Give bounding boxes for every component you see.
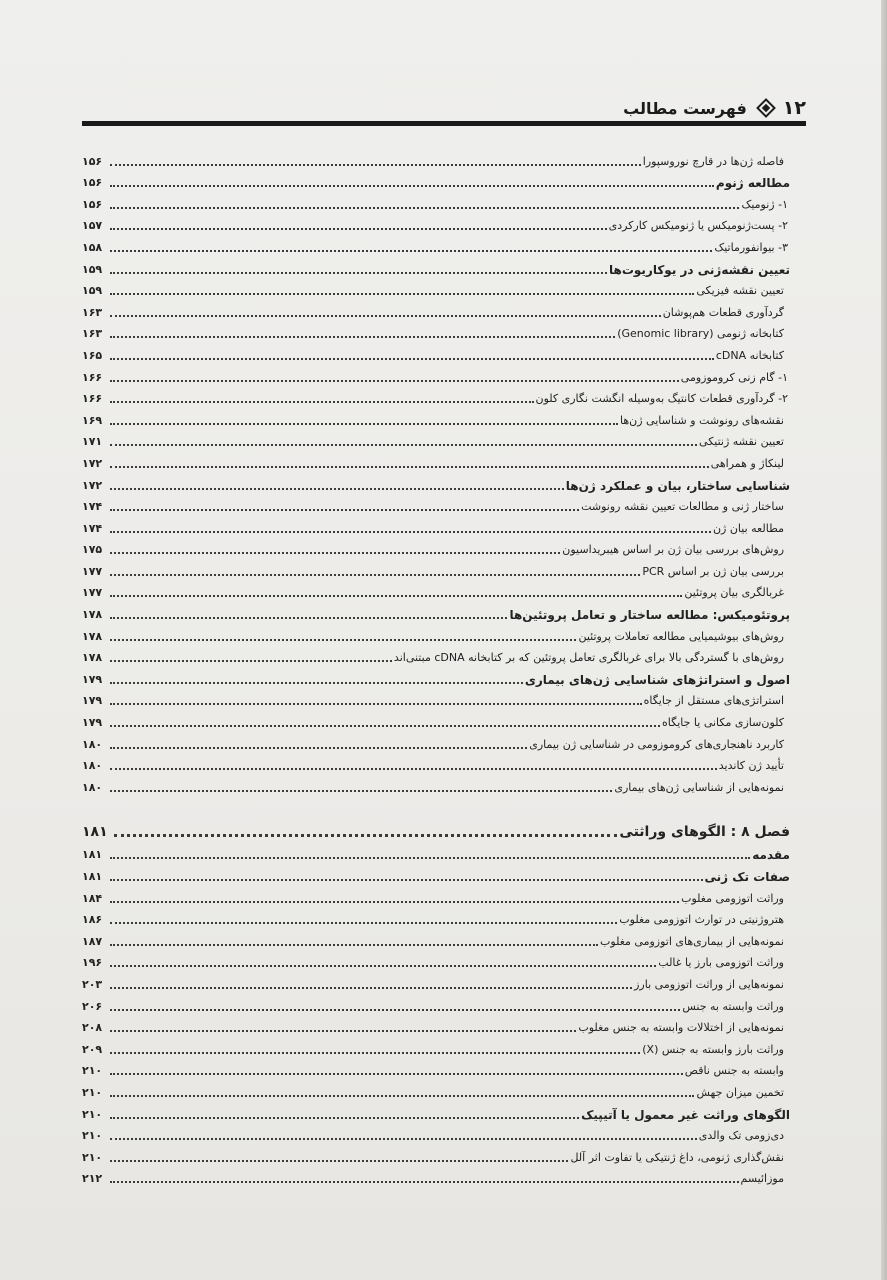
toc-entry — [82, 949, 790, 971]
toc-entry-title: هتروژنیتی در توارث اتوزومی مغلوب — [619, 913, 784, 927]
toc-entry — [82, 708, 790, 730]
toc-entry-title: فصل ۸ : الگوهای وراثتی — [619, 823, 790, 840]
toc-entry — [82, 1014, 790, 1036]
toc-entry-page: ۱۸۰ — [82, 759, 103, 773]
toc-entry — [82, 841, 790, 863]
toc-entry-title: روش‌های بیوشیمیایی مطالعه تعاملات پروتئین — [578, 629, 784, 643]
toc-entry — [82, 298, 790, 320]
dot-leader — [110, 1072, 683, 1075]
dot-leader — [110, 335, 615, 338]
toc-entry-page: ۲۰۹ — [82, 1042, 103, 1056]
toc-entry-page: ۱۷۸ — [82, 629, 103, 643]
toc-entry-title: کتابخانه cDNA — [715, 348, 784, 362]
toc-entry — [82, 730, 790, 752]
dot-leader — [110, 767, 717, 770]
toc-entry-title: نقشه‌های رونوشت و شناسایی ژن‌ها — [619, 413, 784, 427]
dot-leader — [110, 443, 697, 446]
toc-entry-page: ۲۰۳ — [82, 977, 103, 991]
page-edge-shadow — [881, 0, 887, 1280]
toc-entry — [82, 906, 790, 928]
toc-entry-page: ۱۸۷ — [82, 934, 103, 948]
toc-entry-title: وابسته به جنس ناقص — [684, 1064, 784, 1078]
toc-entry-title: ۳- بیوانفورماتیک — [714, 240, 788, 254]
page-header — [80, 96, 806, 120]
dot-leader — [110, 249, 712, 252]
toc-entry-page: ۱۸۱ — [82, 870, 103, 883]
dot-leader — [110, 573, 640, 576]
dot-leader — [110, 508, 579, 511]
toc-entry-page: ۲۱۰ — [82, 1129, 103, 1143]
toc-entry — [82, 1078, 790, 1100]
toc-entry-title: اصول و استراتژهای شناسایی ژن‌های بیماری — [524, 672, 790, 687]
toc-entry-page: ۱۵۶ — [82, 176, 103, 190]
toc-entry-title: کاربرد ناهنجاری‌های کروموزومی در شناسایی ژن بیماری — [529, 737, 784, 751]
toc-entry — [82, 190, 790, 212]
toc-entry-page: ۲۱۲ — [82, 1172, 103, 1186]
dot-leader — [110, 551, 560, 554]
dot-leader — [110, 271, 607, 274]
toc-entry-title: لینکاژ و همراهی — [710, 456, 784, 470]
dot-leader — [110, 921, 617, 924]
toc-entry-page: ۱۸۱ — [82, 823, 108, 840]
toc-entry — [82, 992, 790, 1014]
toc-entry-title: فاصله ژن‌ها در قارچ نوروسپورا — [642, 154, 784, 168]
dot-leader — [110, 465, 709, 468]
toc-entry-title: نمونه‌هایی از وراثت اتوزومی بارز — [634, 977, 784, 991]
toc-entry — [82, 927, 790, 949]
dot-leader — [110, 594, 682, 597]
dot-leader — [110, 357, 714, 360]
toc-entry-page: ۱۸۰ — [82, 780, 103, 794]
dot-leader — [110, 1029, 576, 1032]
toc-entry — [82, 428, 790, 450]
toc-entry-page: ۱۷۲ — [82, 456, 103, 470]
toc-entry — [82, 536, 790, 558]
toc-entry-title: روش‌های بررسی بیان ژن بر اساس هیبریداسیون — [562, 543, 784, 557]
toc-entry-page: ۲۱۰ — [82, 1064, 103, 1078]
toc-entry-page: ۱۷۴ — [82, 521, 103, 535]
toc-entry-title: ساختار ژنی و مطالعات تعیین نقشه رونوشت — [581, 500, 784, 514]
dot-leader — [110, 1094, 694, 1097]
toc-entry-title: گردآوری قطعات هم‌پوشان — [662, 305, 784, 319]
toc-entry-title: تأیید ژن کاندید — [718, 759, 784, 773]
toc-entry — [82, 277, 790, 299]
dot-leader — [110, 163, 641, 166]
toc-entry — [82, 1035, 790, 1057]
toc-entry-page: ۲۱۰ — [82, 1107, 103, 1121]
dot-leader — [110, 530, 711, 533]
dot-leader — [110, 638, 576, 641]
toc-entry-page: ۱۶۶ — [82, 392, 103, 406]
dot-leader — [110, 206, 739, 209]
toc-entry-page: ۱۵۹ — [82, 284, 103, 298]
toc-entry-page: ۱۸۶ — [82, 913, 103, 927]
toc-entry — [82, 622, 790, 644]
dot-leader — [110, 986, 632, 989]
toc-entry-page: ۱۸۴ — [82, 891, 103, 905]
toc-entry-title: الگوهای وراثت غیر معمول یا آتیپیک — [581, 1107, 790, 1122]
toc-entry-page: ۱۶۳ — [82, 305, 103, 319]
toc-entry-title: تعیین نقشه‌ژنی در یوکاریوت‌ها — [609, 262, 790, 277]
dot-leader — [110, 1159, 568, 1162]
dot-leader — [110, 379, 679, 382]
toc-entry — [82, 773, 790, 795]
toc-entry-title: کتابخانه ژنومی (Genomic library) — [617, 327, 784, 341]
dot-leader — [110, 1137, 697, 1140]
toc-entry-title: غربالگری بیان پروتئین — [684, 586, 784, 600]
toc-entry-title: نقش‌گذاری ژنومی، داغ ژنتیکی یا تفاوت اثر آلل — [570, 1150, 784, 1164]
toc-entry-title: کلون‌سازی مکانی یا جایگاه — [662, 716, 784, 730]
dot-leader — [110, 422, 618, 425]
toc-entry — [82, 1143, 790, 1165]
dot-leader — [114, 833, 617, 837]
toc-entry-title: ۱- ژنومیک — [741, 197, 788, 211]
toc-entry — [82, 579, 790, 601]
toc-entry-page: ۱۶۵ — [82, 348, 103, 362]
chapter-entry — [82, 795, 790, 841]
toc-entry-title: تعیین نقشه ژنتیکی — [699, 435, 784, 449]
dot-leader — [110, 1116, 579, 1119]
toc-entry-title: مطالعه ژنوم — [715, 176, 790, 191]
toc-entry — [82, 320, 790, 342]
toc-entry-title: ۲- گردآوری قطعات کانتیگ به‌وسیله انگشت نگاری کلون — [535, 392, 788, 406]
header-rule — [82, 121, 806, 126]
toc-entry-page: ۱۷۷ — [82, 586, 103, 600]
toc-entry — [82, 752, 790, 774]
dot-leader — [110, 746, 527, 749]
toc-entry — [82, 363, 790, 385]
dot-leader — [110, 702, 642, 705]
dot-leader — [110, 789, 612, 792]
toc-entry — [82, 862, 790, 884]
toc-entry — [82, 644, 790, 666]
dot-leader — [110, 314, 661, 317]
toc-entry-title: وراثت اتوزومی مغلوب — [681, 891, 784, 905]
toc-entry — [82, 1057, 790, 1079]
toc-entry-title: ۲- پست‌ژنومیکس یا ژنومیکس کارکردی — [608, 219, 788, 233]
toc-entry — [82, 493, 790, 515]
dot-leader — [110, 487, 564, 490]
toc-entry — [82, 233, 790, 255]
toc-entry-title: وراثت اتوزومی بارز یا غالب — [658, 956, 784, 970]
toc-entry — [82, 406, 790, 428]
toc-entry — [82, 687, 790, 709]
toc-entry-page: ۱۷۲ — [82, 478, 103, 492]
page-title: فهرست مطالب — [623, 98, 747, 118]
toc-entry-page: ۲۰۶ — [82, 999, 103, 1013]
toc-entry-page: ۱۷۸ — [82, 651, 103, 665]
toc-entry-title: موزائیسم — [740, 1172, 784, 1186]
toc-entry-page: ۱۹۶ — [82, 956, 103, 970]
toc-entry-page: ۱۶۶ — [82, 370, 103, 384]
toc-entry-title: نمونه‌هایی از شناسایی ژن‌های بیماری — [614, 780, 784, 794]
toc-entry-page: ۲۱۰ — [82, 1150, 103, 1164]
toc-entry-page: ۱۵۷ — [82, 219, 103, 233]
toc-entry — [82, 970, 790, 992]
toc-entry-title: نمونه‌هایی از اختلالات وابسته به جنس مغلوب — [578, 1021, 784, 1035]
toc-entry — [82, 147, 790, 169]
toc-entry — [82, 600, 790, 622]
toc-entry — [82, 385, 790, 407]
toc-entry-page: ۱۸۰ — [82, 737, 103, 751]
toc-entry-page: ۱۸۱ — [82, 848, 103, 862]
toc-entry-page: ۲۰۸ — [82, 1021, 103, 1035]
toc-entry-title: بررسی بیان ژن بر اساس PCR — [642, 564, 784, 578]
toc-entry — [82, 884, 790, 906]
table-of-contents — [82, 147, 790, 1186]
dot-leader — [110, 227, 607, 230]
toc-entry — [82, 169, 790, 191]
dot-leader — [110, 724, 660, 727]
toc-entry — [82, 255, 790, 277]
dot-leader — [110, 659, 392, 662]
diamond-bullet-icon — [756, 98, 776, 118]
dot-leader — [110, 878, 703, 881]
toc-entry-title: پروتئومیکس: مطالعه ساختار و تعامل پروتئین‌ها — [509, 608, 790, 623]
dot-leader — [110, 681, 523, 684]
toc-entry-title: مطالعه بیان ژن — [712, 521, 784, 535]
toc-entry — [82, 1100, 790, 1122]
dot-leader — [110, 292, 694, 295]
toc-entry — [82, 471, 790, 493]
dot-leader — [110, 1180, 739, 1183]
toc-entry-page: ۱۷۹ — [82, 694, 103, 708]
toc-entry — [82, 514, 790, 536]
toc-entry-page: ۲۱۰ — [82, 1085, 103, 1099]
toc-entry-page: ۱۶۳ — [82, 327, 103, 341]
toc-entry — [82, 557, 790, 579]
toc-entry-title: روش‌های با گستردگی بالا برای غربالگری تعامل پروتئین که بر کتابخانه cDNA مبتنی‌اند — [393, 651, 784, 665]
toc-entry-page: ۱۷۸ — [82, 608, 103, 622]
toc-entry-page: ۱۷۷ — [82, 564, 103, 578]
dot-leader — [110, 964, 656, 967]
toc-entry-page: ۱۷۹ — [82, 716, 103, 730]
toc-entry-title: استراتژی‌های مستقل از جایگاه — [643, 694, 784, 708]
toc-entry-page: ۱۶۹ — [82, 413, 103, 427]
toc-entry — [82, 341, 790, 363]
toc-entry-page: ۱۷۵ — [82, 543, 103, 557]
toc-entry-page: ۱۵۹ — [82, 262, 103, 276]
toc-entry — [82, 449, 790, 471]
toc-entry-page: ۱۵۶ — [82, 154, 103, 168]
dot-leader — [110, 1051, 640, 1054]
toc-entry-page: ۱۷۱ — [82, 435, 103, 449]
toc-entry — [82, 1165, 790, 1187]
dot-leader — [110, 900, 679, 903]
toc-entry-title: وراثت وابسته به جنس — [682, 999, 784, 1013]
toc-entry — [82, 665, 790, 687]
toc-entry-title: تخمین میزان جهش — [696, 1085, 784, 1099]
toc-entry — [82, 1122, 790, 1144]
toc-entry-page: ۱۵۸ — [82, 240, 103, 254]
toc-entry-page: ۱۵۶ — [82, 197, 103, 211]
toc-entry-title: وراثت بارز وابسته به جنس (X) — [642, 1042, 784, 1056]
dot-leader — [110, 943, 598, 946]
dot-leader — [110, 184, 714, 187]
toc-entry-title: ۱- گام زنی کروموزومی — [680, 370, 788, 384]
dot-leader — [110, 400, 534, 403]
toc-entry-page: ۱۷۹ — [82, 672, 103, 686]
toc-entry — [82, 212, 790, 234]
toc-entry-title: مقدمه — [752, 848, 790, 863]
toc-entry-title: تعیین نقشه فیزیکی — [696, 284, 784, 298]
toc-entry-title: دی‌زومی تک والدی — [698, 1129, 784, 1143]
dot-leader — [110, 856, 750, 859]
toc-entry-page: ۱۷۴ — [82, 500, 103, 514]
dot-leader — [110, 1008, 680, 1011]
dot-leader — [110, 616, 507, 619]
toc-entry-title: شناسایی ساختار، بیان و عملکرد ژن‌ها — [565, 478, 790, 493]
toc-entry-title: نمونه‌هایی از بیماری‌های اتوزومی مغلوب — [600, 934, 784, 948]
toc-entry-title: صفات تک ژنی — [704, 870, 790, 884]
page-number: ۱۲ — [782, 97, 806, 119]
